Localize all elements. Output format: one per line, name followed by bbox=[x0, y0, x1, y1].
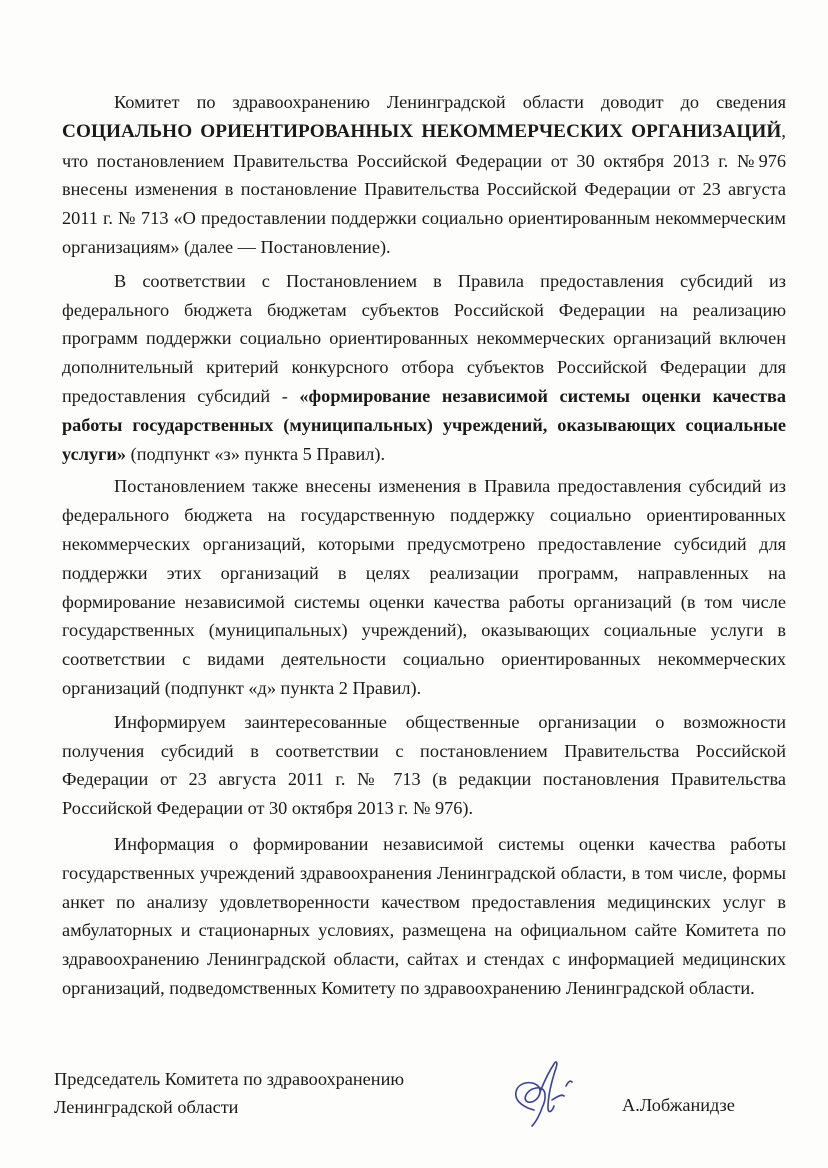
handwritten-signature bbox=[496, 1052, 586, 1132]
signatory-name: А.Лобжанидзе bbox=[622, 1095, 735, 1115]
criterion-lead: В соответствии с Постановлением в Правила предоставления субсидий из федерального бюджета бюджетам субъектов Российской Федерации на реализацию программ поддержки социально ориентированных некоммерческих организаций включен дополнительный критерий конкурсного отбора субъектов Российской Федерации для предоставления субсидий - bbox=[62, 270, 786, 406]
paragraph-changes: Постановлением также внесены изменения в Правила предоставления субсидий из федерального бюджета на государственную поддержку социально ориентированных некоммерческих организаций, которыми предусмотрено предоставление субсидий для поддержки этих организаций в целях реализации программ, направленных на формирование независимой системы оценки качества работы организаций (в том числе государственных (муниципальных) учреждений), оказывающих социальные услуги в соответствии с видами деятельности социально ориентированных некоммерческих организаций (подпункт «д» пункта 2 Правил). bbox=[62, 476, 786, 698]
signatory-title bbox=[54, 1065, 404, 1121]
intro-recipients: СОЦИАЛЬНО ОРИЕНТИРОВАННЫХ НЕКОММЕРЧЕСКИХ ОРГАНИЗАЦИЙ bbox=[62, 120, 782, 142]
paragraph-criterion bbox=[62, 267, 786, 469]
intro-rest: , что постановлением Правительства Российской Федерации от 30 октября 2013 г. №976 внесены изменения в постановление Правительства Российской Федерации от 23 августа 2011 г. № 713 «О предоставлении поддержки социально ориентированным некоммерческим организациям» (далее — Постановление). bbox=[62, 120, 786, 257]
paragraph-inform: Информируем заинтересованные общественные организации о возможности получения субсидий в соответствии с постановлением Правительства Российской Федерации от 23 августа 2011 г. № 713 (в редакции постановления Правительства Российской Федерации от 30 октября 2013 г. № 976). bbox=[62, 711, 786, 819]
criterion-rest: (подпункт «з» пункта 5 Правил). bbox=[126, 443, 386, 464]
paragraph-intro bbox=[62, 88, 786, 262]
paragraph-information: Информация о формировании независимой системы оценки качества работы государственных учреждений здравоохранения Ленинградской области, в том числе, формы анкет по анализу удовлетворенности качеством предоставления медицинских услуг в амбулаторных и стационарных условиях, размещена на официальном сайте Комитета по здравоохранению Ленинградской области, сайтах и стендах с информацией медицинских организаций, подведомственных Комитету по здравоохранению Ленинградской области. bbox=[62, 833, 786, 998]
signatory-title-line-1: Председатель Комитета по здравоохранению bbox=[54, 1069, 405, 1089]
signatory-title-line-2: Ленинградской области bbox=[54, 1097, 239, 1117]
criterion-bold: «формирование независимой системы оценки качества работы государственных (муниципальных) учреждений, оказывающих социальные услуги» bbox=[62, 385, 786, 464]
intro-lead: Комитет по здравоохранению Ленинградской области доводит до сведения bbox=[114, 92, 786, 112]
